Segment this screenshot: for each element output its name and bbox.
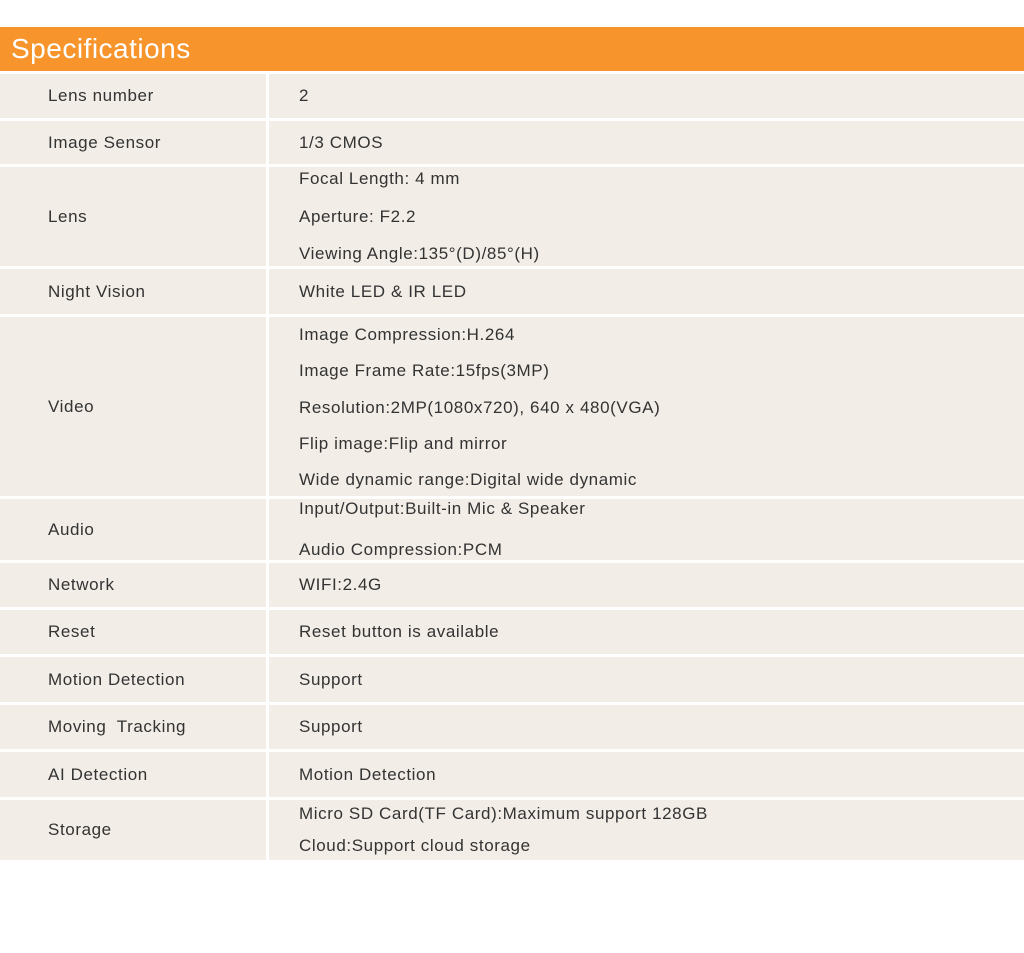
spec-value [269,121,1024,164]
spec-value [269,74,1024,118]
spec-label: Moving Tracking [0,705,269,749]
spec-row-audio [0,499,1024,560]
spec-row-ai-detection [0,752,1024,797]
spec-label: Lens [0,167,269,266]
spec-value [269,657,1024,702]
spec-row-reset [0,610,1024,654]
spec-value-line: Reset button is available [299,622,500,641]
spec-value [269,317,1024,496]
spec-row-lens-number [0,74,1024,118]
spec-label: Network [0,563,269,607]
spec-row-lens [0,167,1024,266]
spec-label: Image Sensor [0,121,269,164]
spec-label: Audio [0,499,269,560]
spec-label: Lens number [0,74,269,118]
spec-value-line: Resolution:2MP(1080x720), 640 x 480(VGA) [299,397,661,417]
spec-value-line: Aperture: F2.2 [299,206,417,226]
spec-value-line: White LED & IR LED [299,281,467,301]
spec-value-line: Cloud:Support cloud storage [299,836,531,855]
spec-value-line: 1/3 CMOS [299,132,384,152]
spec-value [269,800,1024,860]
spec-value [269,610,1024,654]
spec-label: Storage [0,800,269,860]
spec-label: Reset [0,610,269,654]
spec-value-line: Support [299,717,363,736]
spec-label: Night Vision [0,269,269,314]
spec-value [269,269,1024,314]
spec-row-network [0,563,1024,607]
spec-value [269,563,1024,607]
spec-row-moving-tracking [0,705,1024,749]
spec-value [269,705,1024,749]
spec-value-line: Audio Compression:PCM [299,540,503,559]
spec-value-line: 2 [299,86,310,105]
spec-value-line: Image Frame Rate:15fps(3MP) [299,361,550,381]
spec-value-line: Motion Detection [299,764,437,784]
spec-row-storage [0,800,1024,860]
spec-row-video [0,317,1024,496]
spec-value-line: Image Compression:H.264 [299,325,516,344]
spec-label: Motion Detection [0,657,269,702]
spec-value [269,499,1024,560]
spec-row-image-sensor [0,121,1024,164]
spec-value-line: Support [299,669,363,689]
spec-value-line: Wide dynamic range:Digital wide dynamic [299,470,638,489]
spec-value-line: WIFI:2.4G [299,575,382,594]
specifications-table [0,74,1024,860]
spec-row-night-vision [0,269,1024,314]
spec-row-motion-detection [0,657,1024,702]
spec-value [269,752,1024,797]
page-title: Specifications [11,33,191,64]
spec-label: AI Detection [0,752,269,797]
spec-value-line: Micro SD Card(TF Card):Maximum support 128GB [299,804,708,823]
spec-value-line: Flip image:Flip and mirror [299,433,508,453]
spec-value-line: Focal Length: 4 mm [299,169,461,188]
specifications-header [0,27,1024,71]
spec-value [269,167,1024,266]
spec-label: Video [0,317,269,496]
spec-value-line: Input/Output:Built-in Mic & Speaker [299,499,586,518]
spec-value-line: Viewing Angle:135°(D)/85°(H) [299,244,540,263]
